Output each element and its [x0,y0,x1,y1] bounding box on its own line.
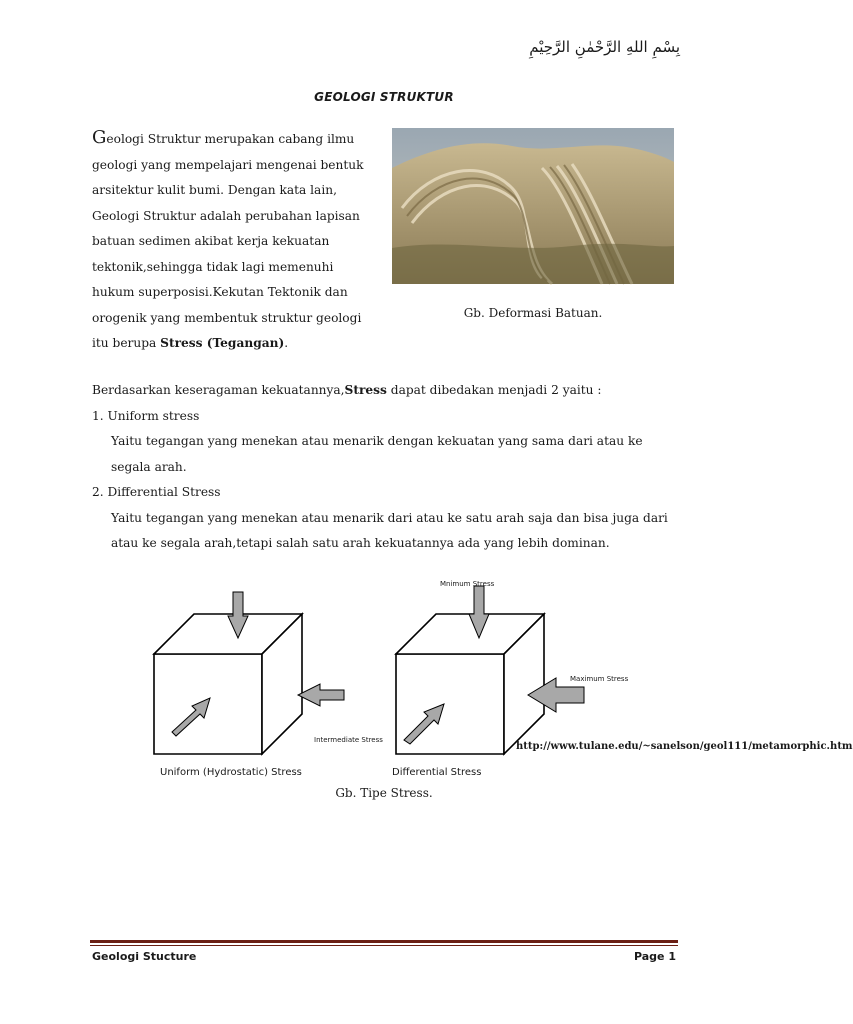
intro-paragraph [92,125,372,357]
source-url[interactable]: http://www.tulane.edu/~sanelson/geol111/metamorphic.htm [516,741,853,752]
list-item-differential-label: 2. Differential Stress [92,485,221,499]
bismillah-header: بِسْمِ اللهِ الرَّحْمٰنِ الرَّحِيْمِ [529,38,680,56]
stress-lead-text: Berdasarkan keseragaman kekuatannya, [92,383,345,397]
list-item-differential-desc: Yaitu tegangan yang menekan atau menarik dari atau ke satu arah saja dan bisa juga dari atau ke segala arah,tetapi salah satu arah kekuatannya ada yang lebih dominan. [111,510,668,550]
label-intermediate-stress: Intermediate Stress [314,736,383,744]
rock-deformation-illustration [392,128,674,284]
footer-rule-thin [90,945,678,946]
uniform-right-arrow [298,684,344,706]
stress-lead-bold: Stress [344,383,387,397]
list-item-uniform-desc: Yaitu tegangan yang menekan atau menarik dengan kekuatan yang sama dari atau ke segala arah. [111,434,643,474]
rock-deformation-photo [392,128,674,284]
stress-lead-after: dapat dibedakan menjadi 2 yaitu : [386,383,602,397]
label-minimum-stress: Mnimum Stress [440,580,495,588]
label-uniform-stress: Uniform (Hydrostatic) Stress [160,767,302,778]
photo-caption: Gb. Deformasi Batuan. [463,306,603,320]
stress-lead [92,378,682,404]
intro-bold-term: Stress (Tegangan) [160,336,285,350]
label-differential-stress: Differential Stress [392,767,482,778]
list-item-uniform-label: 1. Uniform stress [92,408,200,423]
intro-end: . [284,336,289,350]
footer-title: Geologi Stucture [92,950,197,963]
page-number: Page 1 [633,950,676,963]
intro-dropcap: G [92,127,107,148]
footer-rule-thick [90,940,678,943]
figure-caption: Gb. Tipe Stress. [335,786,433,800]
stress-types-section [92,378,682,557]
intro-text: eologi Struktur merupakan cabang ilmu geologi yang mempelajari mengenai bentuk arsitektur kulit bumi. Dengan kata lain, Geologi Struktur adalah perubahan lapisan batuan sedimen akibat kerja kekuatan tektonik,sehingga tidak lagi memenuhi hukum superposisi.Kekutan Tektonik dan orogenik yang membentuk struktur geologi itu berupa [92,132,364,350]
page-title: GEOLOGI STRUKTUR [314,90,454,104]
label-maximum-stress: Maximum Stress [570,675,629,683]
